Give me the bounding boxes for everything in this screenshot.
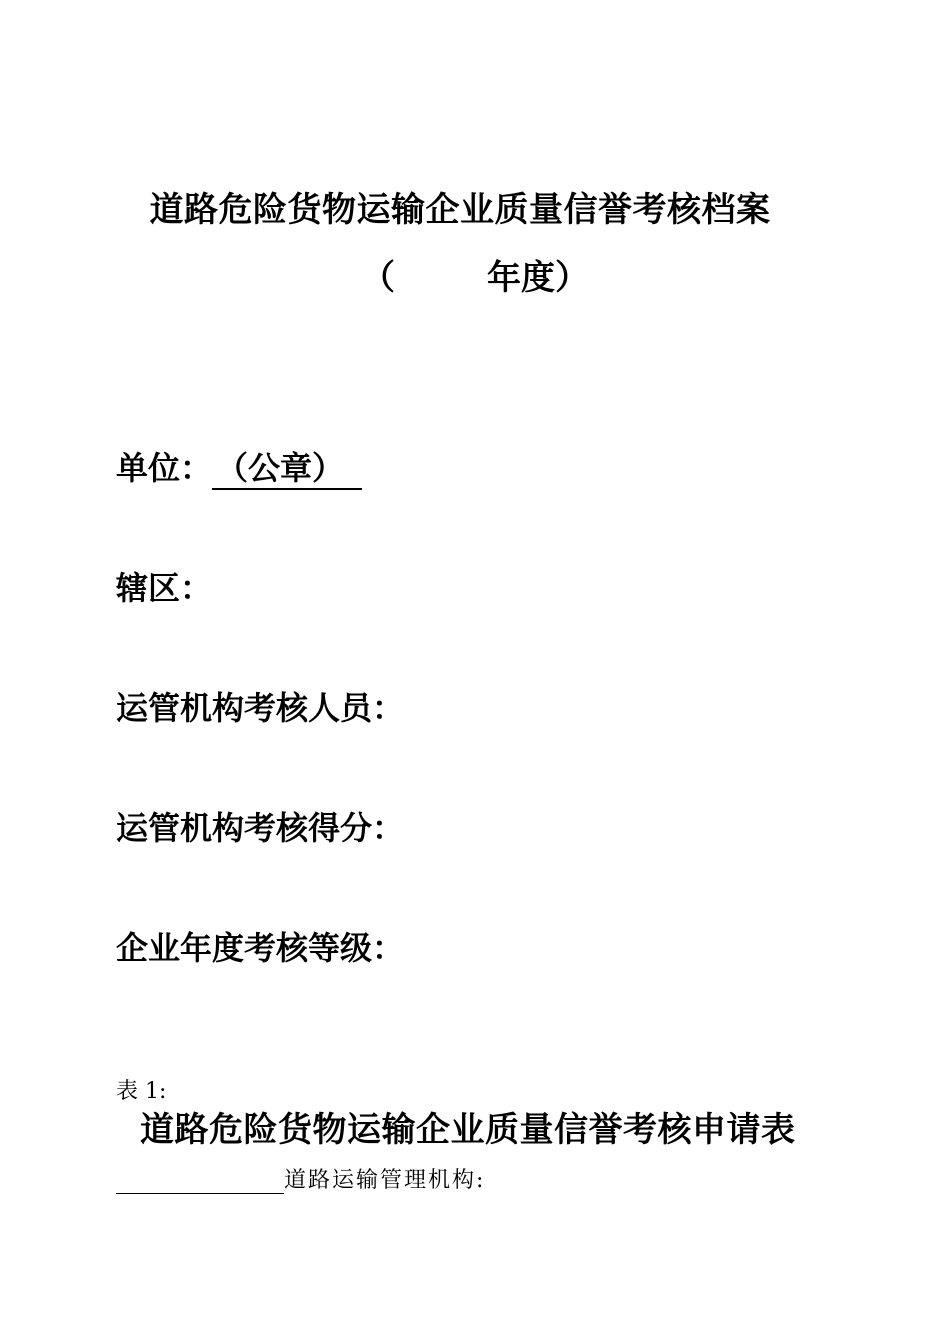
grade-label: 企业年度考核等级： (116, 929, 405, 967)
table-number: 表 1: (116, 1079, 167, 1104)
grade-field (116, 923, 404, 969)
year-line (0, 250, 950, 299)
unit-label: 单位： (116, 449, 213, 487)
agency-blank-line (116, 1169, 284, 1194)
unit-seal-value: （公章） (212, 451, 362, 490)
district-label: 辖区： (116, 569, 213, 607)
unit-field (116, 443, 362, 490)
year-suffix: 年度） (487, 258, 589, 298)
document-title: 道路危险货物运输企业质量信誉考核档案 (149, 190, 771, 230)
agency-line (116, 1163, 485, 1194)
year-open-paren: （ (361, 258, 395, 298)
score-label: 运管机构考核得分： (116, 809, 405, 847)
score-field (116, 803, 404, 849)
inspectors-label: 运管机构考核人员： (116, 689, 405, 727)
inspectors-field (116, 683, 404, 729)
agency-label: 道路运输管理机构: (284, 1168, 486, 1193)
form-title: 道路危险货物运输企业质量信誉考核申请表 (140, 1110, 796, 1150)
district-field (116, 563, 212, 609)
